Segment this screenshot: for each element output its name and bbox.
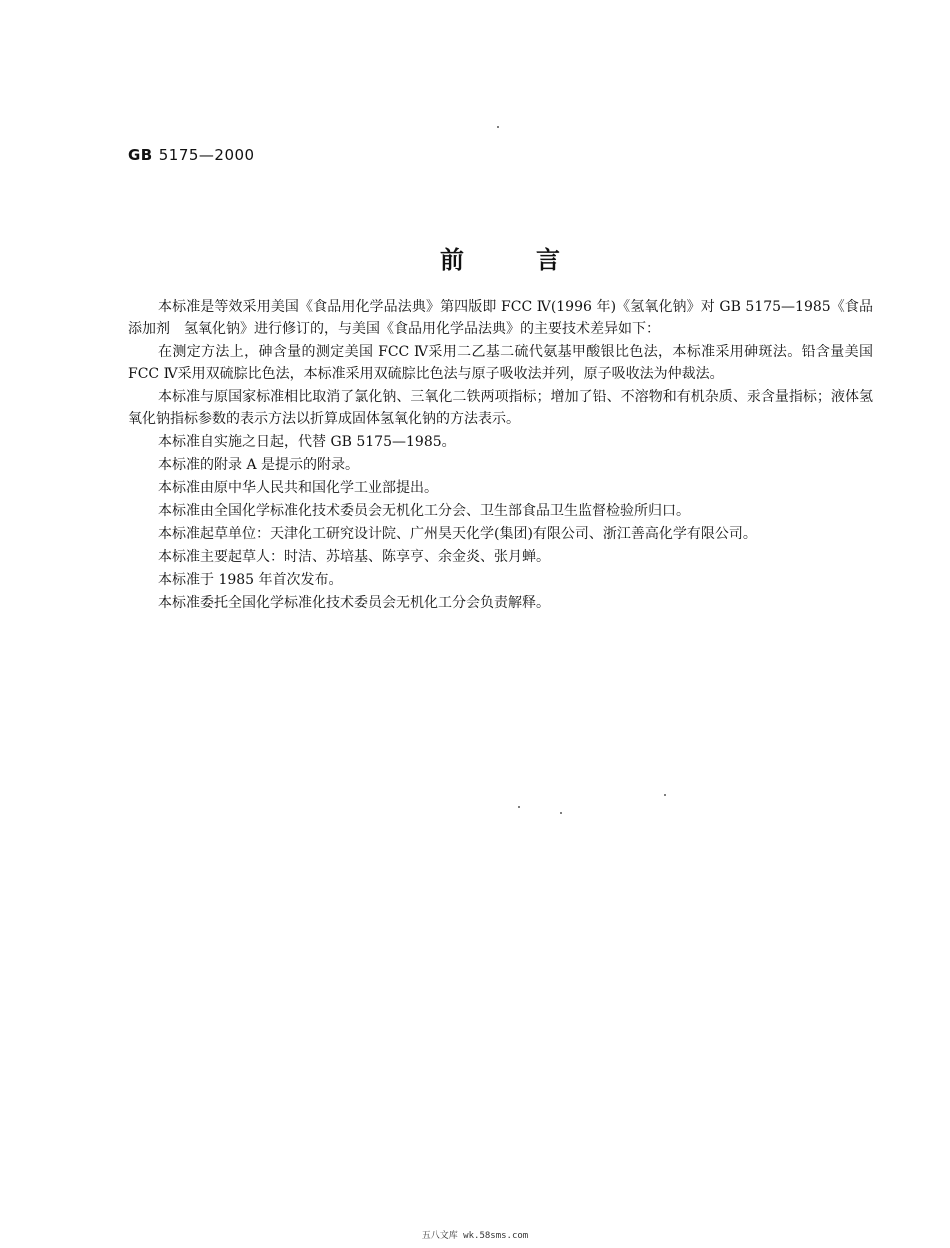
scan-speck [518,806,520,808]
paragraph: 本标准由全国化学标准化技术委员会无机化工分会、卫生部食品卫生监督检验所归口。 [158,503,690,519]
scan-speck [497,126,499,128]
scan-speck [560,812,562,814]
foreword-body [128,296,873,615]
footer-watermark: 五八文库 wk.58sms.com [421,1231,529,1241]
paragraph: 本标准是等效采用美国《食品用化学品法典》第四版即 FCC Ⅳ(1996 年)《氢氧化钠》对 GB 5175—1985《食品添加剂 氢氧化钠》进行修订的，与美国《食品用化学品法典》的主要技术差异如下： [128,299,873,337]
paragraph: 本标准于 1985 年首次发布。 [158,572,343,588]
paragraph: 在测定方法上，砷含量的测定美国 FCC Ⅳ采用二乙基二硫代氨基甲酸银比色法，本标准采用砷斑法。铅含量美国 FCC Ⅳ采用双硫腙比色法，本标准采用双硫腙比色法与原子吸收法并列，原子吸收法为仲裁法。 [128,344,873,382]
paragraph: 本标准与原国家标准相比取消了氯化钠、三氧化二铁两项指标；增加了铅、不溶物和有机杂质、汞含量指标；液体氢氧化钠指标参数的表示方法以折算成固体氢氧化钠的方法表示。 [128,389,873,427]
standard-prefix: GB [128,146,153,164]
standard-code [128,146,255,164]
paragraph: 本标准主要起草人：时洁、苏培基、陈享亨、余金炎、张月蝉。 [158,549,550,565]
paragraph: 本标准委托全国化学标准化技术委员会无机化工分会负责解释。 [158,595,550,611]
scan-speck [664,794,666,796]
paragraph: 本标准由原中华人民共和国化学工业部提出。 [158,480,438,496]
page-title: 前言 [440,246,632,274]
paragraph: 本标准起草单位：天津化工研究设计院、广州昊天化学(集团)有限公司、浙江善高化学有限公司。 [158,526,757,542]
standard-number: 5175—2000 [158,146,255,164]
paragraph: 本标准自实施之日起，代替 GB 5175—1985。 [158,434,456,450]
paragraph: 本标准的附录 A 是提示的附录。 [158,457,360,473]
